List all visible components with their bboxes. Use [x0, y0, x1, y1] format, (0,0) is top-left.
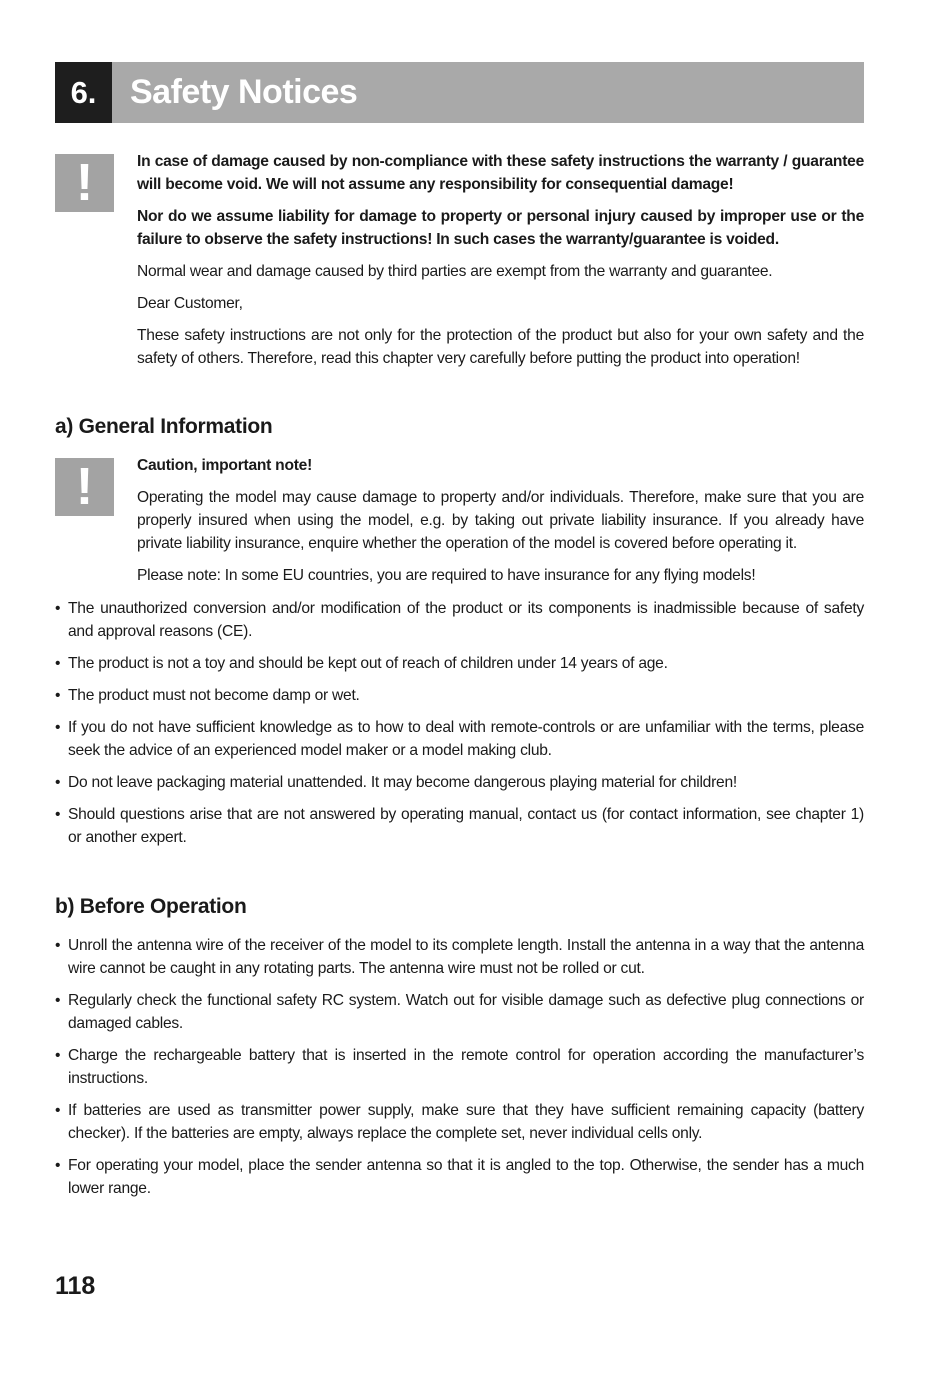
wear-notice: Normal wear and damage caused by third parties are exempt from the warranty and guarantee.	[137, 263, 773, 280]
intro-paragraph: These safety instructions are not only for the protection of the product but also for your own safety and the safety of others. Therefore, read this chapter very carefully before putting the product into operation!	[137, 327, 864, 367]
list-item: • The product must not become damp or wet.	[55, 684, 864, 707]
list-item: • Regularly check the functional safety RC system. Watch out for visible damage such as defective plug connections or damaged cables.	[55, 989, 864, 1035]
warning-icon: !	[55, 458, 114, 516]
warranty-notice: In case of damage caused by non-compliance with these safety instructions the warranty / guarantee will become void. We will not assume any responsibility for consequential damage!	[137, 153, 864, 193]
before-operation-list	[55, 934, 864, 1209]
list-item: • Charge the rechargeable battery that is inserted in the remote control for operation according the manufacturer’s instructions.	[55, 1044, 864, 1090]
general-info-list	[55, 597, 864, 858]
list-item: • If batteries are used as transmitter power supply, make sure that they have sufficient remaining capacity (battery checker). If the batteries are empty, always replace the complete set, never individual cells only.	[55, 1099, 864, 1145]
caution-heading: Caution, important note!	[137, 457, 313, 474]
list-item: • The unauthorized conversion and/or modification of the product or its components is inadmissible because of safety and approval reasons (CE).	[55, 597, 864, 643]
salutation: Dear Customer,	[137, 295, 243, 312]
liability-notice: Nor do we assume liability for damage to property or personal injury caused by improper use or the failure to observe the safety instructions! In such cases the warranty/guarantee is voided.	[137, 208, 864, 248]
chapter-header	[55, 62, 864, 123]
insurance-note: Please note: In some EU countries, you are required to have insurance for any flying models!	[137, 567, 756, 584]
caution-text: Operating the model may cause damage to property and/or individuals. Therefore, make sure that you are properly insured when using the model, e.g. by taking out private liability insurance. If you already have private liability insurance, enquire whether the operation of the model is covered before operating it.	[137, 489, 864, 552]
intro-block	[137, 150, 864, 370]
warning-icon: !	[55, 154, 114, 212]
list-item: • Unroll the antenna wire of the receiver of the model to its complete length. Install the antenna in a way that the antenna wire cannot be caught in any rotating parts. The antenna wire must not be rolled or cut.	[55, 934, 864, 980]
list-item: • Should questions arise that are not answered by operating manual, contact us (for contact information, see chapter 1) or another expert.	[55, 803, 864, 849]
page-number: 118	[55, 1272, 96, 1300]
list-item: • Do not leave packaging material unattended. It may become dangerous playing material for children!	[55, 771, 864, 794]
chapter-number: 6.	[55, 62, 112, 123]
list-item: • If you do not have sufficient knowledge as to how to deal with remote-controls or are unfamiliar with the terms, please seek the advice of an experienced model maker or a model making club.	[55, 716, 864, 762]
chapter-title: Safety Notices	[112, 62, 864, 123]
list-item: • The product is not a toy and should be kept out of reach of children under 14 years of age.	[55, 652, 864, 675]
section-a-heading: a) General Information	[55, 415, 273, 438]
list-item: • For operating your model, place the sender antenna so that it is angled to the top. Otherwise, the sender has a much lower range.	[55, 1154, 864, 1200]
section-b-heading: b) Before Operation	[55, 895, 247, 918]
caution-block	[137, 454, 864, 587]
